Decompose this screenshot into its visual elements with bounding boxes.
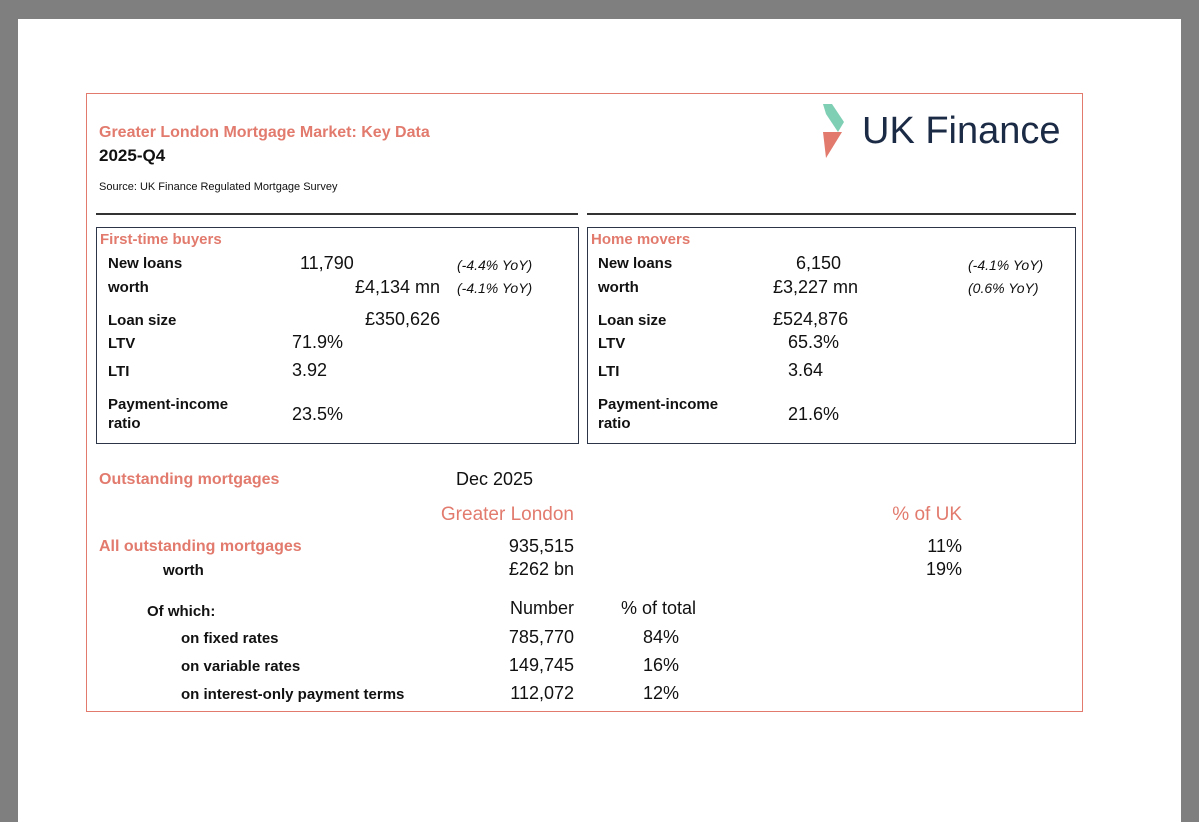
col-number: Number <box>509 598 574 618</box>
col-pct-uk: % of UK <box>892 504 962 525</box>
report-period: 2025-Q4 <box>99 146 166 165</box>
hm-worth-yoy: (0.6% YoY) <box>968 280 1039 296</box>
interest-only-number: 112,072 <box>510 683 574 703</box>
col-greater-london: Greater London <box>440 504 574 525</box>
fixed-rates-pct: 84% <box>643 627 680 647</box>
outstanding-title: Outstanding mortgages <box>99 471 280 488</box>
all-outstanding-value: 935,515 <box>508 536 574 556</box>
hm-loan-size-label: Loan size <box>598 312 667 329</box>
hm-ltv-label: LTV <box>598 335 626 352</box>
outstanding-worth-value: £262 bn <box>508 559 574 579</box>
hm-pir-value: 21.6% <box>788 404 840 424</box>
outstanding-worth-pct-uk: 19% <box>925 559 962 579</box>
document-page <box>18 19 1181 822</box>
interest-only-pct: 12% <box>643 683 680 703</box>
variable-rates-label: on variable rates <box>181 658 301 675</box>
ftb-new-loans-value: 11,790 <box>300 253 354 273</box>
hm-new-loans-yoy: (-4.1% YoY) <box>968 257 1044 273</box>
hm-worth-value: £3,227 mn <box>773 277 859 297</box>
ftb-pir-label: Payment-income ratio <box>108 396 229 432</box>
ftb-worth-yoy: (-4.1% YoY) <box>457 280 533 296</box>
of-which-label: Of which: <box>147 603 216 620</box>
hm-title: Home movers <box>591 231 691 248</box>
outstanding-worth-label: worth <box>163 562 204 579</box>
outstanding-date: Dec 2025 <box>456 469 534 489</box>
ftb-new-loans-label: New loans <box>108 255 183 272</box>
ftb-loan-size-label: Loan size <box>108 312 177 329</box>
hm-lti-value: 3.64 <box>788 360 824 380</box>
ftb-loan-size-value: £350,626 <box>365 309 441 329</box>
uk-finance-logo-icon <box>818 102 858 160</box>
hm-new-loans-label: New loans <box>598 255 673 272</box>
right-divider <box>587 213 1076 215</box>
home-movers-box <box>587 227 1076 444</box>
source-note: Source: UK Finance Regulated Mortgage Survey <box>99 181 338 193</box>
ftb-ltv-value: 71.9% <box>292 332 344 352</box>
left-divider <box>96 213 578 215</box>
fixed-rates-number: 785,770 <box>508 627 574 647</box>
variable-rates-pct: 16% <box>643 655 680 675</box>
logo-text: UK Finance <box>862 110 1061 152</box>
fixed-rates-label: on fixed rates <box>181 630 279 647</box>
first-time-buyers-box <box>96 227 579 444</box>
report-title: Greater London Mortgage Market: Key Data <box>99 124 430 141</box>
col-pct-total: % of total <box>621 598 697 618</box>
ftb-ltv-label: LTV <box>108 335 136 352</box>
ftb-pir-value: 23.5% <box>292 404 344 424</box>
ftb-lti-label: LTI <box>108 363 130 380</box>
ftb-title: First-time buyers <box>100 231 222 248</box>
interest-only-label: on interest-only payment terms <box>181 686 405 703</box>
hm-worth-label: worth <box>598 279 639 296</box>
ftb-lti-value: 3.92 <box>292 360 328 380</box>
hm-pir-label: Payment-income ratio <box>598 396 719 432</box>
variable-rates-number: 149,745 <box>508 655 574 675</box>
hm-new-loans-value: 6,150 <box>796 253 842 273</box>
uk-finance-logo <box>818 102 1073 160</box>
all-outstanding-label: All outstanding mortgages <box>99 538 302 555</box>
all-outstanding-pct-uk: 11% <box>927 536 962 556</box>
hm-ltv-value: 65.3% <box>788 332 840 352</box>
key-data-card <box>86 93 1083 712</box>
ftb-worth-label: worth <box>108 279 149 296</box>
hm-lti-label: LTI <box>598 363 620 380</box>
ftb-worth-value: £4,134 mn <box>355 277 441 297</box>
hm-loan-size-value: £524,876 <box>773 309 849 329</box>
ftb-new-loans-yoy: (-4.4% YoY) <box>457 257 533 273</box>
